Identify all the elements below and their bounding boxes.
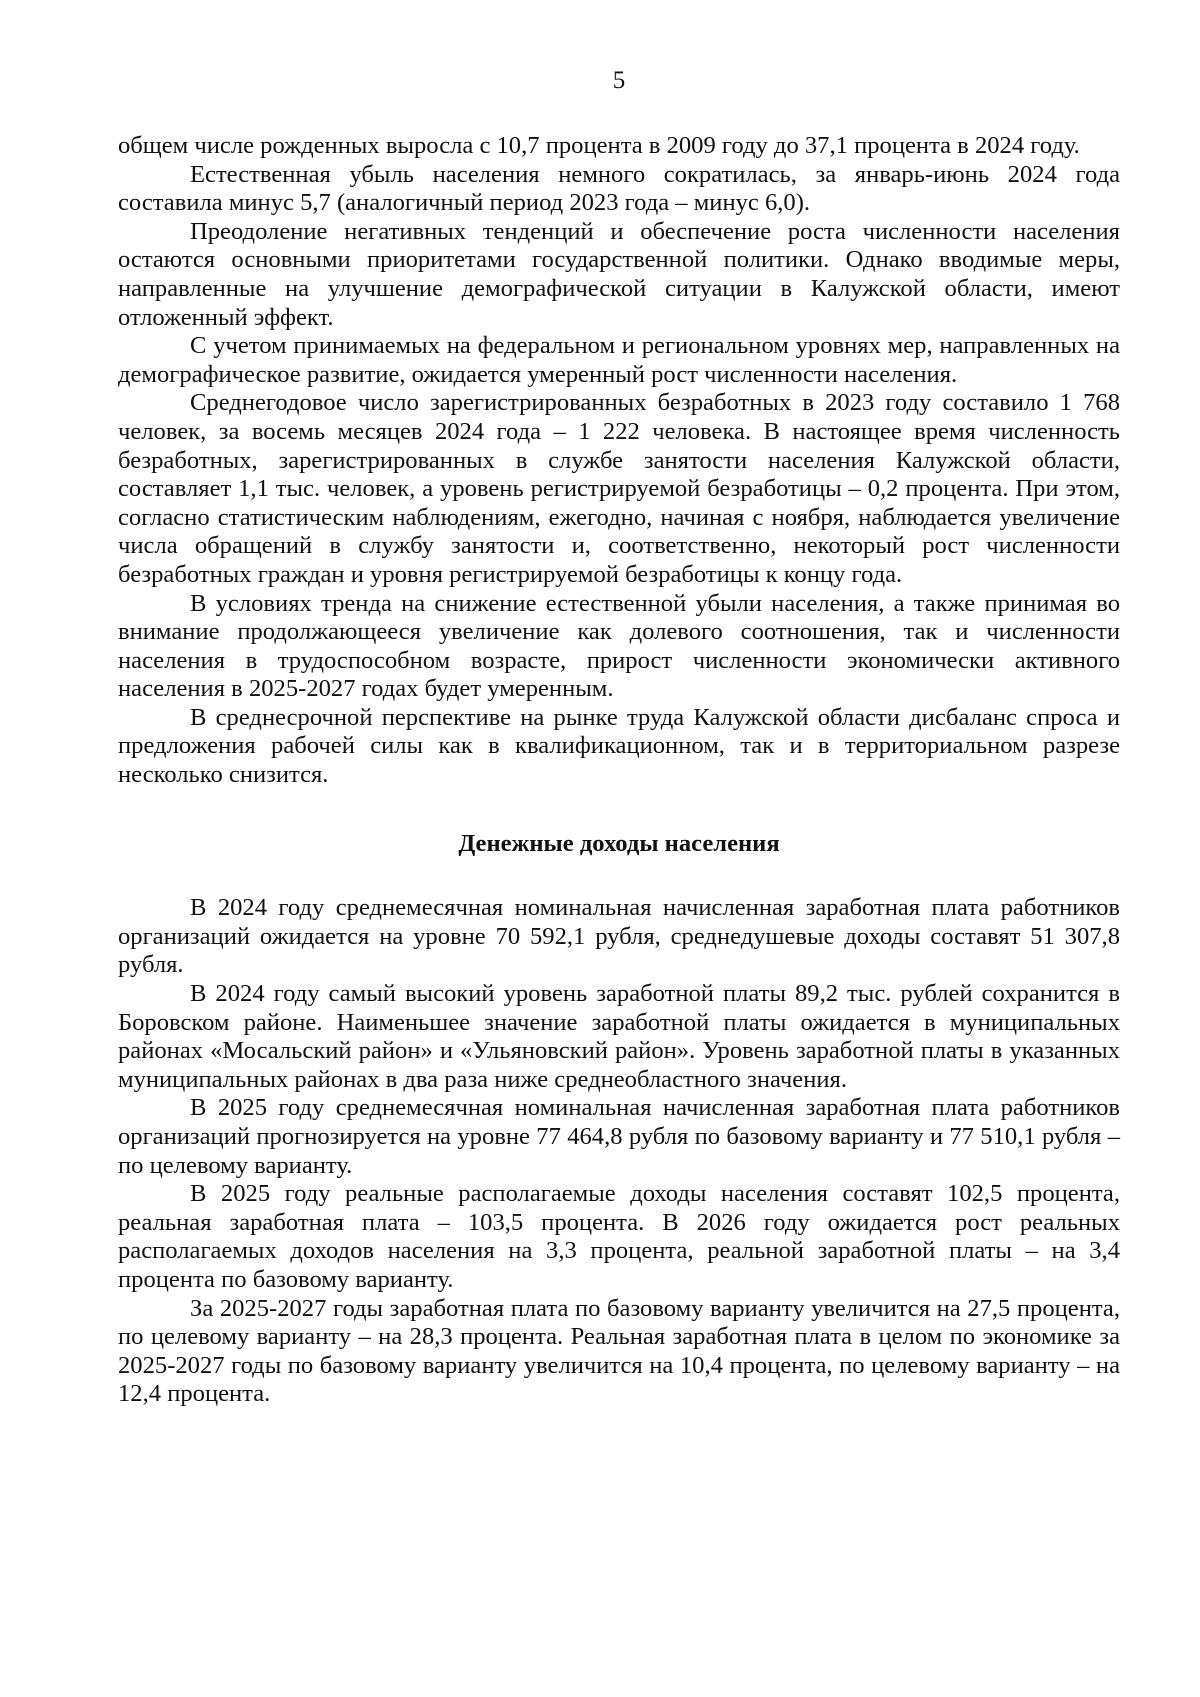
paragraph-wages-2024: В 2024 году среднемесячная номинальная начисленная заработная плата работников организаций ожидается на уровне 70 592,1 рубля, среднедушевые доходы составят 51 307,8 рубля. — [118, 894, 1120, 979]
paragraph-population-growth: С учетом принимаемых на федеральном и региональном уровнях мер, направленных на демографическое развитие, ожидается умеренный рост численности населения. — [118, 332, 1120, 388]
paragraph-demographic-priorities: Преодоление негативных тенденций и обеспечение роста численности населения остаются основными приоритетами государственной политики. Однако вводимые меры, направленные на улучшение демографической ситуации в Калужской области, имеют отложенный эффект. — [118, 217, 1120, 331]
page-number: 5 — [612, 67, 626, 94]
paragraph-unemployment: Среднегодовое число зарегистрированных безработных в 2023 году составило 1 768 человек, за восемь месяцев 2024 года – 1 222 человека. В настоящее время численность безработных, зарегистрированных в службе занятости населения Калужской области, составляет 1,1 тыс. человек, а уровень регистрируемой безработицы – 0,2 процента. При этом, согласно статистическим наблюдениям, ежегодно, начиная с ноября, наблюдается увеличение числа обращений в службу занятости и, соответственно, некоторый рост численности безработных граждан и уровня регистрируемой безработицы к концу года. — [118, 389, 1120, 588]
paragraph-natural-decline: Естественная убыль населения немного сократилась, за январь-июнь 2024 года составила минус 5,7 (аналогичный период 2023 года – минус 6,0). — [118, 160, 1120, 217]
paragraph-active-population: В условиях тренда на снижение естественной убыли населения, а также принимая во внимание продолжающееся увеличение как долевого соотношения, так и численности населения в трудоспособном возрасте, прирост численности экономически активного населения в 2025-2027 годах будет умеренным. — [118, 589, 1120, 703]
paragraph-birth-share: общем числе рожденных выросла с 10,7 процента в 2009 году до 37,1 процента в 2024 году. — [118, 132, 1080, 159]
paragraph-district-wages: В 2024 году самый высокий уровень заработной платы 89,2 тыс. рублей сохранится в Боровском районе. Наименьшее значение заработной платы ожидается в муниципальных районах «Мосальский район» и «Ульяновский район». Уровень заработной платы в указанных муниципальных районах в два раза ниже среднеобластного значения. — [118, 980, 1120, 1093]
section-heading-income: Денежные доходы населения — [458, 829, 780, 857]
paragraph-labor-market: В среднесрочной перспективе на рынке труда Калужской области дисбаланс спроса и предложения рабочей силы как в квалификационном, так и в территориальном разрезе несколько снизится. — [118, 703, 1120, 789]
spacer — [118, 790, 1120, 830]
spacer — [118, 858, 1120, 894]
paragraph-real-income: В 2025 году реальные располагаемые доходы населения составят 102,5 процента, реальная заработная плата – 103,5 процента. В 2026 году ожидается рост реальных располагаемых доходов населения на 3,3 процента, реальной заработной платы – на 3,4 процента по базовому варианту. — [118, 1180, 1120, 1293]
paragraph-wages-2025: В 2025 году среднемесячная номинальная начисленная заработная плата работников организаций прогнозируется на уровне 77 464,8 рубля по базовому варианту и 77 510,1 рубля – по целевому варианту. — [118, 1094, 1120, 1179]
paragraph-wage-growth-2025-2027: За 2025-2027 годы заработная плата по базовому варианту увеличится на 27,5 процента, по целевому варианту – на 28,3 процента. Реальная заработная плата в целом по экономике за 2025-2027 годы по базовому варианту увеличится на 10,4 процента, по целевому варианту – на 12,4 процента. — [118, 1294, 1120, 1408]
